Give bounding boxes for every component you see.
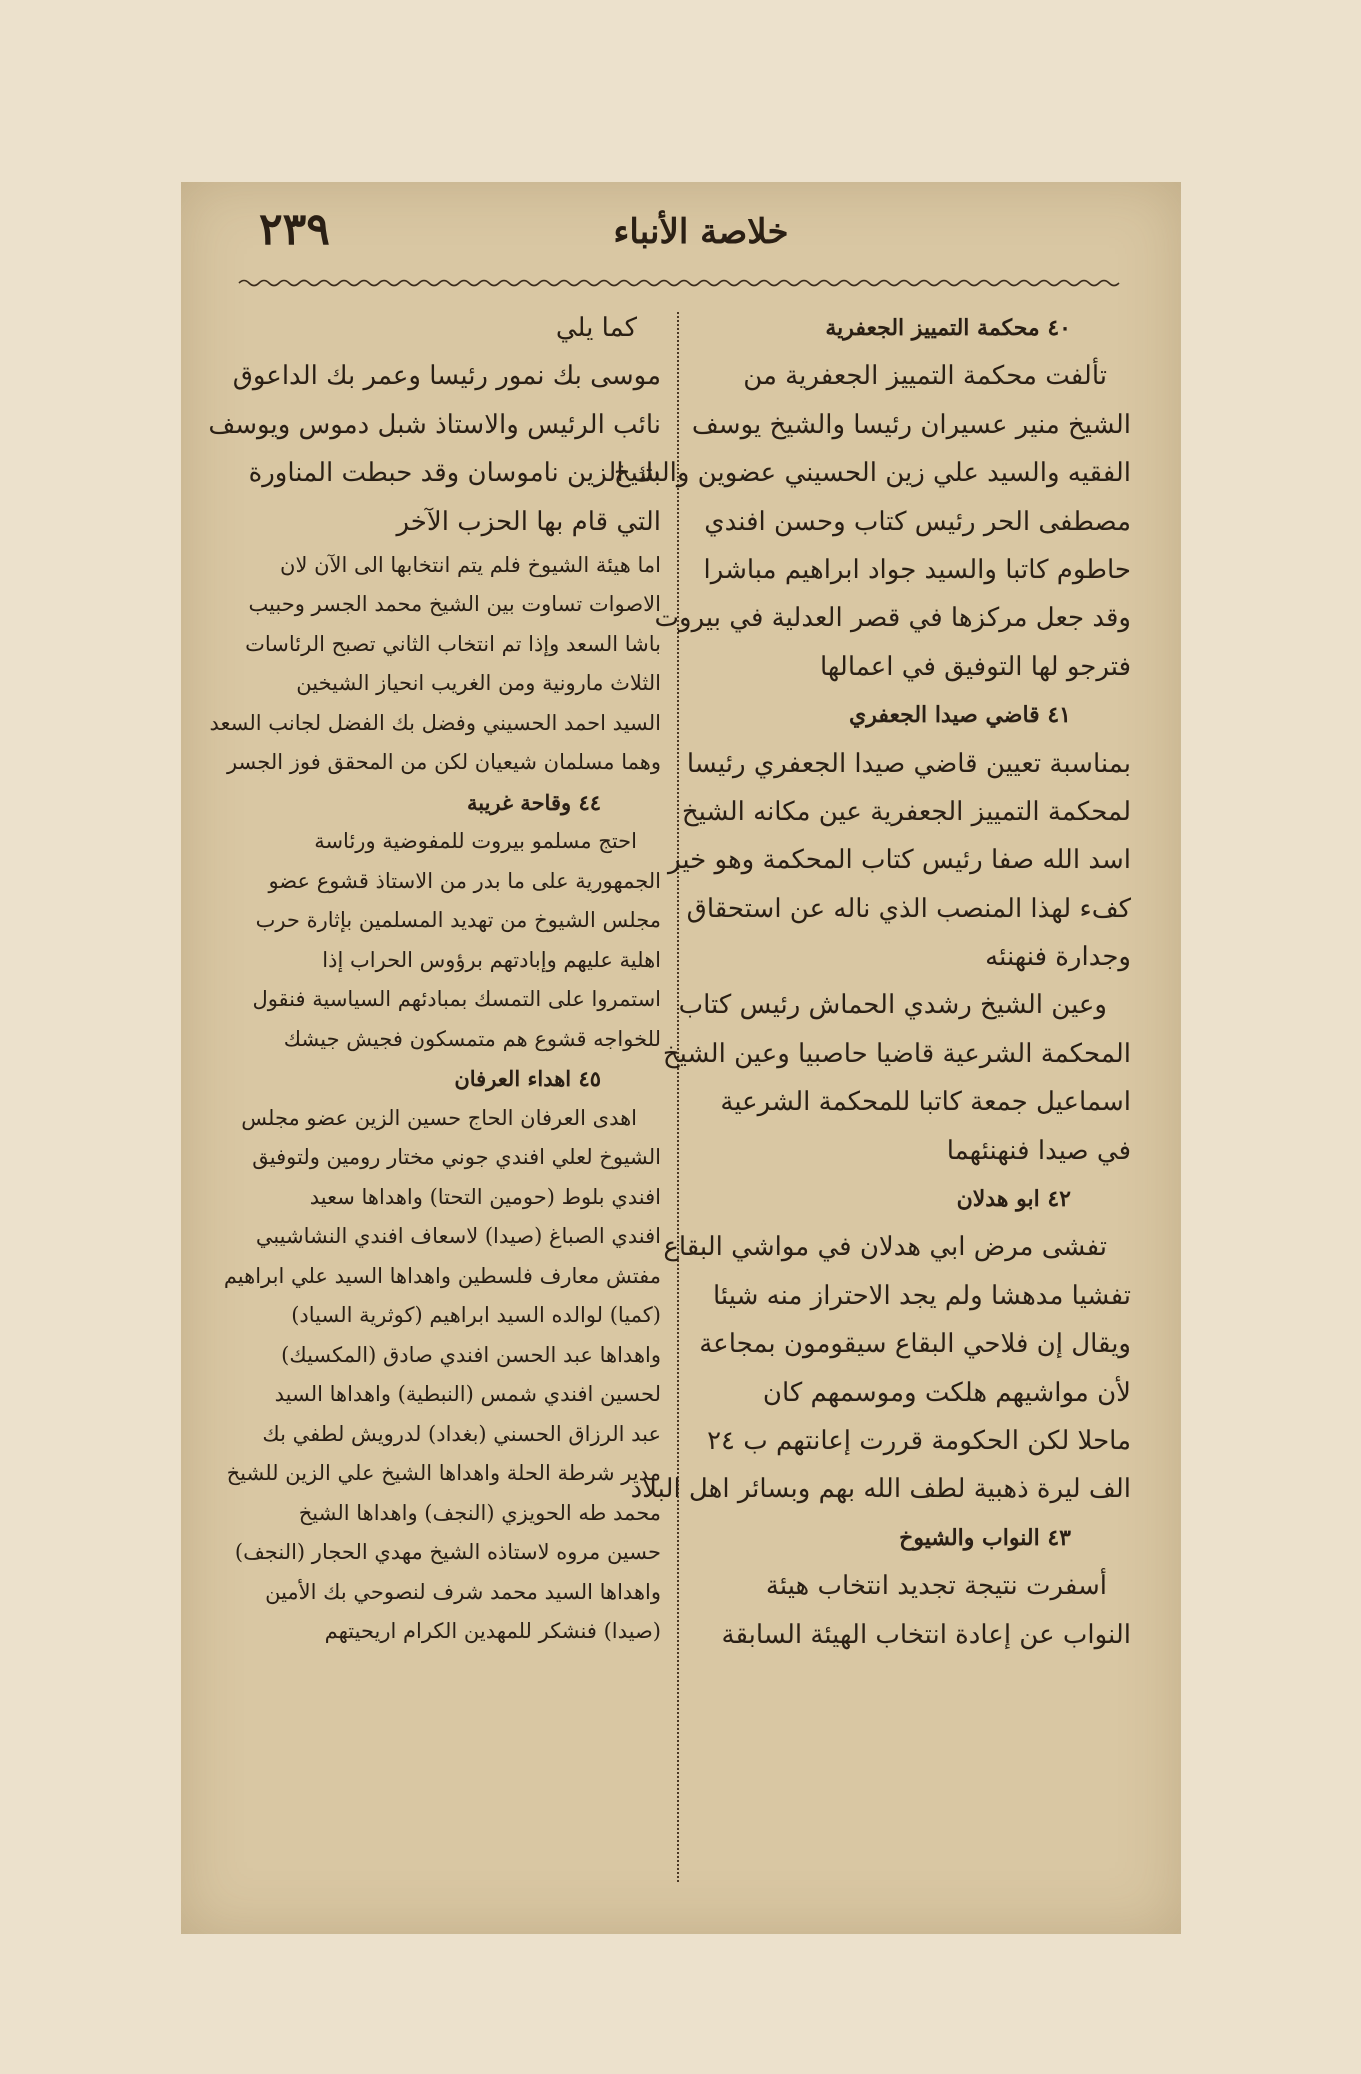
text-line: بك الزين ناموسان وقد حبطت المناورة: [248, 458, 661, 489]
section-heading: ٤١ قاضي صيدا الجعفري: [849, 702, 1071, 729]
text-line: اهدى العرفان الحاج حسين الزين عضو مجلس: [241, 1105, 637, 1130]
text-line: الشيخ منير عسيران رئيسا والشيخ يوسف: [691, 409, 1131, 440]
text-line: في صيدا فنهنئهما: [946, 1135, 1131, 1166]
text-line: السيد احمد الحسيني وفضل بك الفضل لجانب السعد: [209, 710, 661, 735]
header-rule: [239, 278, 1119, 288]
text-line: حسين مروه لاستاذه الشيخ مهدي الحجار (النجف): [234, 1540, 661, 1565]
text-line: واهداها عبد الحسن افندي صادق (المكسيك): [281, 1342, 661, 1367]
text-line: محمد طه الحويزي (النجف) واهداها الشيخ: [298, 1500, 661, 1525]
text-line: التي قام بها الحزب الآخر: [396, 506, 661, 537]
section-heading: ٤٠ محكمة التمييز الجعفرية: [825, 315, 1071, 341]
text-line: باشا السعد وإذا تم انتخاب الثاني تصبح الرئاسات: [245, 631, 661, 656]
text-line: (صيدا) فنشكر للمهدين الكرام اريحيتهم: [324, 1619, 661, 1644]
text-line: تألفت محكمة التمييز الجعفرية من: [743, 361, 1107, 392]
text-line: ماحلا لكن الحكومة قررت إعانتهم ب ٢٤: [707, 1425, 1131, 1456]
text-line: مجلس الشيوخ من تهديد المسلمين بإثارة حرب: [255, 908, 661, 933]
text-line: لمحكمة التمييز الجعفرية عين مكانه الشيخ: [681, 796, 1131, 827]
text-line: اسد الله صفا رئيس كتاب المحكمة وهو خير: [667, 845, 1131, 876]
text-line: استمروا على التمسك بمبادئهم السياسية فنقول: [252, 987, 661, 1012]
section-heading: ٤٢ ابو هدلان: [956, 1186, 1071, 1213]
text-line: ويقال إن فلاحي البقاع سيقومون بمجاعة: [699, 1329, 1131, 1360]
text-line: كما يلي: [555, 313, 637, 343]
text-line: وقد جعل مركزها في قصر العدلية في بيروت: [654, 603, 1131, 634]
text-line: الجمهورية على ما بدر من الاستاذ قشوع عضو: [268, 868, 661, 893]
text-line: المحكمة الشرعية قاضيا حاصبيا وعين الشيخ: [662, 1038, 1131, 1069]
text-line: تفشيا مدهشا ولم يجد الاحتراز منه شيئا: [713, 1280, 1131, 1311]
text-line: اسماعيل جمعة كاتبا للمحكمة الشرعية: [720, 1087, 1131, 1118]
text-line: احتج مسلمو بيروت للمفوضية ورئاسة: [314, 829, 637, 854]
text-line: حاطوم كاتبا والسيد جواد ابراهيم مباشرا: [703, 554, 1131, 585]
column-divider: [677, 312, 679, 1882]
text-line: الفقيه والسيد علي زين الحسيني عضوين والشيخ: [613, 458, 1131, 489]
section-heading: ٤٥ اهداء العرفان: [454, 1066, 601, 1092]
text-line: الثلاث مارونية ومن الغريب انحياز الشيخين: [296, 671, 661, 696]
text-line: لأن مواشيهم هلكت وموسمهم كان: [762, 1377, 1131, 1408]
page: [181, 182, 1181, 1934]
text-line: بمناسبة تعيين قاضي صيدا الجعفري رئيسا: [686, 748, 1131, 779]
text-line: مصطفى الحر رئيس كتاب وحسن افندي: [704, 506, 1131, 537]
text-line: اهلية عليهم وإبادتهم برؤوس الحراب إذا: [322, 947, 661, 972]
text-line: موسى بك نمور رئيسا وعمر بك الداعوق: [232, 361, 661, 392]
text-line: افندي بلوط (حومين التحتا) واهداها سعيد: [309, 1184, 661, 1209]
text-line: فترجو لها التوفيق في اعمالها: [819, 651, 1131, 682]
text-line: الاصوات تساوت بين الشيخ محمد الجسر وحبيب: [248, 592, 661, 617]
text-line: الشيوخ لعلي افندي جوني مختار رومين ولتوفيق: [252, 1145, 661, 1170]
text-line: تفشى مرض ابي هدلان في مواشي البقاع: [663, 1232, 1107, 1263]
text-line: أسفرت نتيجة تجديد انتخاب هيئة: [765, 1571, 1107, 1602]
text-line: واهداها السيد محمد شرف لنصوحي بك الأمين: [265, 1579, 661, 1604]
text-line: افندي الصباغ (صيدا) لاسعاف افندي النشاشيبي: [255, 1224, 661, 1249]
running-title: خلاصة الأنباء: [613, 212, 789, 252]
text-line: مدير شرطة الحلة واهداها الشيخ علي الزين للشيخ: [226, 1461, 661, 1486]
text-line: لحسين افندي شمس (النبطية) واهداها السيد: [274, 1382, 661, 1407]
section-heading: ٤٤ وقاحة غريبة: [466, 789, 601, 815]
text-line: النواب عن إعادة انتخاب الهيئة السابقة: [721, 1619, 1131, 1650]
text-line: عبد الرزاق الحسني (بغداد) لدرويش لطفي بك: [262, 1421, 661, 1446]
text-line: اما هيئة الشيوخ فلم يتم انتخابها الى الآن لان: [280, 552, 661, 577]
text-line: وعين الشيخ رشدي الحماش رئيس كتاب: [678, 990, 1107, 1021]
text-line: كفء لهذا المنصب الذي ناله عن استحقاق: [686, 893, 1131, 924]
section-heading: ٤٣ النواب والشيوخ: [899, 1524, 1071, 1551]
page-header: [181, 204, 1181, 274]
text-line: وجدارة فنهنئه: [985, 942, 1131, 973]
text-line: وهما مسلمان شيعيان لكن من المحقق فوز الجسر: [226, 750, 661, 775]
text-line: نائب الرئيس والاستاذ شبل دموس ويوسف: [208, 409, 661, 440]
text-line: للخواجه قشوع هم متمسكون فجيش جيشك: [283, 1026, 661, 1051]
text-line: الف ليرة ذهبية لطف الله بهم وبسائر اهل البلاد: [630, 1474, 1131, 1505]
page-number: ٢٣٩: [259, 204, 330, 255]
text-line: مفتش معارف فلسطين واهداها السيد علي ابراهيم: [223, 1263, 661, 1288]
right-column: [613, 304, 1131, 1659]
left-column: [208, 304, 661, 1652]
text-line: (كميا) لوالده السيد ابراهيم (كوثرية السياد): [291, 1303, 661, 1328]
